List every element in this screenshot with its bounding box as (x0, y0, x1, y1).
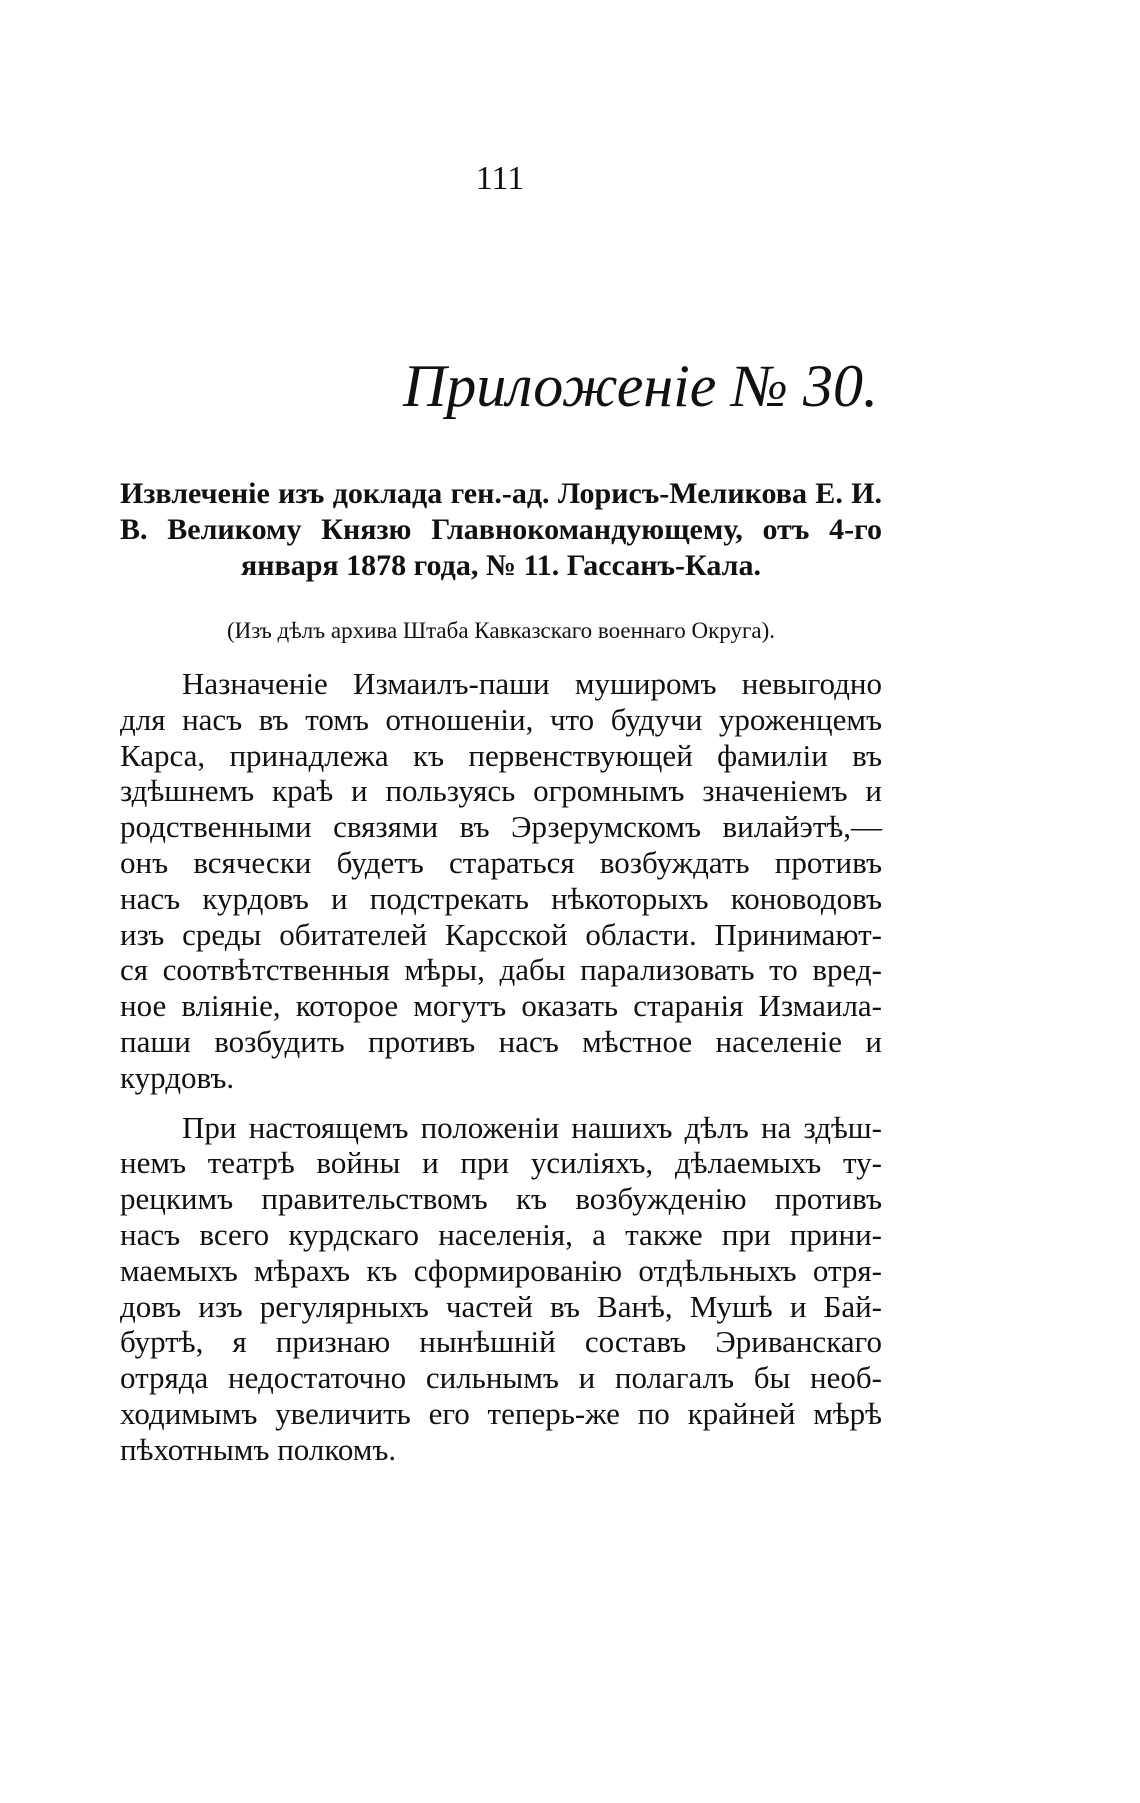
text-line: При настоящемъ положенiи нашихъ дѣлъ на здѣш- (182, 1109, 882, 1145)
text-line: для насъ въ томъ отношенiи, что будучи уроженцемъ (120, 701, 882, 737)
text-line: ное влiянiе, которое могутъ оказать старанiя Измаила- (120, 988, 882, 1024)
text-line: отряда недостаточно сильнымъ и полагалъ бы необ- (120, 1360, 882, 1396)
text-line: курдовъ. (120, 1059, 235, 1095)
text-line: немъ театрѣ войны и при усилiяхъ, дѣлаемыхъ ту- (120, 1145, 882, 1181)
text-line: Назначенiе Измаилъ-паши муширомъ невыгодно (182, 666, 882, 701)
archive-source-note: (Изъ дѣлъ архива Штаба Кавказскаго военнаго Округа). (226, 618, 776, 643)
body-text (120, 666, 882, 1468)
text-line: насъ курдовъ и подстрекать нѣкоторыхъ коноводовъ (120, 880, 882, 916)
text-line: насъ всего курдскаго населенiя, а также при прини- (120, 1216, 882, 1252)
text-line: ся соотвѣтственныя мѣры, дабы парализовать то вред- (120, 952, 882, 988)
text-line: маемыхъ мѣрахъ къ сформированiю отдѣльныхъ отря- (120, 1252, 882, 1288)
text-line: довъ изъ регулярныхъ частей въ Ванѣ, Мушѣ и Бай- (120, 1288, 882, 1324)
text-line: онъ всячески будетъ стараться возбуждать противъ (120, 844, 882, 880)
appendix-title: Приложенiе № 30. (402, 353, 878, 419)
text-line: паши возбудить противъ насъ мѣстное населенiе и (120, 1023, 882, 1059)
text-line: здѣшнемъ краѣ и пользуясь огромнымъ значенiемъ и (120, 773, 882, 809)
text-line: родственными связями въ Эрзерумскомъ вилайэтѣ,— (120, 809, 882, 845)
text-line: Карса, принадлежа къ первенствующей фамилiи въ (120, 737, 882, 773)
text-line: изъ среды обитателей Карсской области. Принимают- (120, 916, 882, 952)
text-line: пѣхотнымъ полкомъ. (120, 1431, 397, 1467)
heading-line: Извлеченiе изъ доклада ген.-ад. Лорисъ-Меликова Е. И. (120, 477, 882, 510)
document-heading (120, 476, 882, 584)
text-line: рецкимъ правительствомъ къ возбужденiю противъ (120, 1181, 882, 1217)
text-line: ходимымъ увеличить его теперь-же по крайней мѣрѣ (120, 1395, 882, 1431)
text-line: буртѣ, я признаю нынѣшнiй составъ Эриванскаго (120, 1324, 882, 1360)
paragraph-gap (120, 1096, 882, 1110)
heading-line: января 1878 года, № 11. Гассанъ-Кала. (241, 549, 761, 582)
paragraph-1 (120, 666, 882, 1096)
heading-line: В. Великому Князю Главнокомандующему, отъ 4-го (120, 513, 882, 546)
paragraph-2 (120, 1110, 882, 1468)
page-number: 111 (475, 160, 525, 197)
